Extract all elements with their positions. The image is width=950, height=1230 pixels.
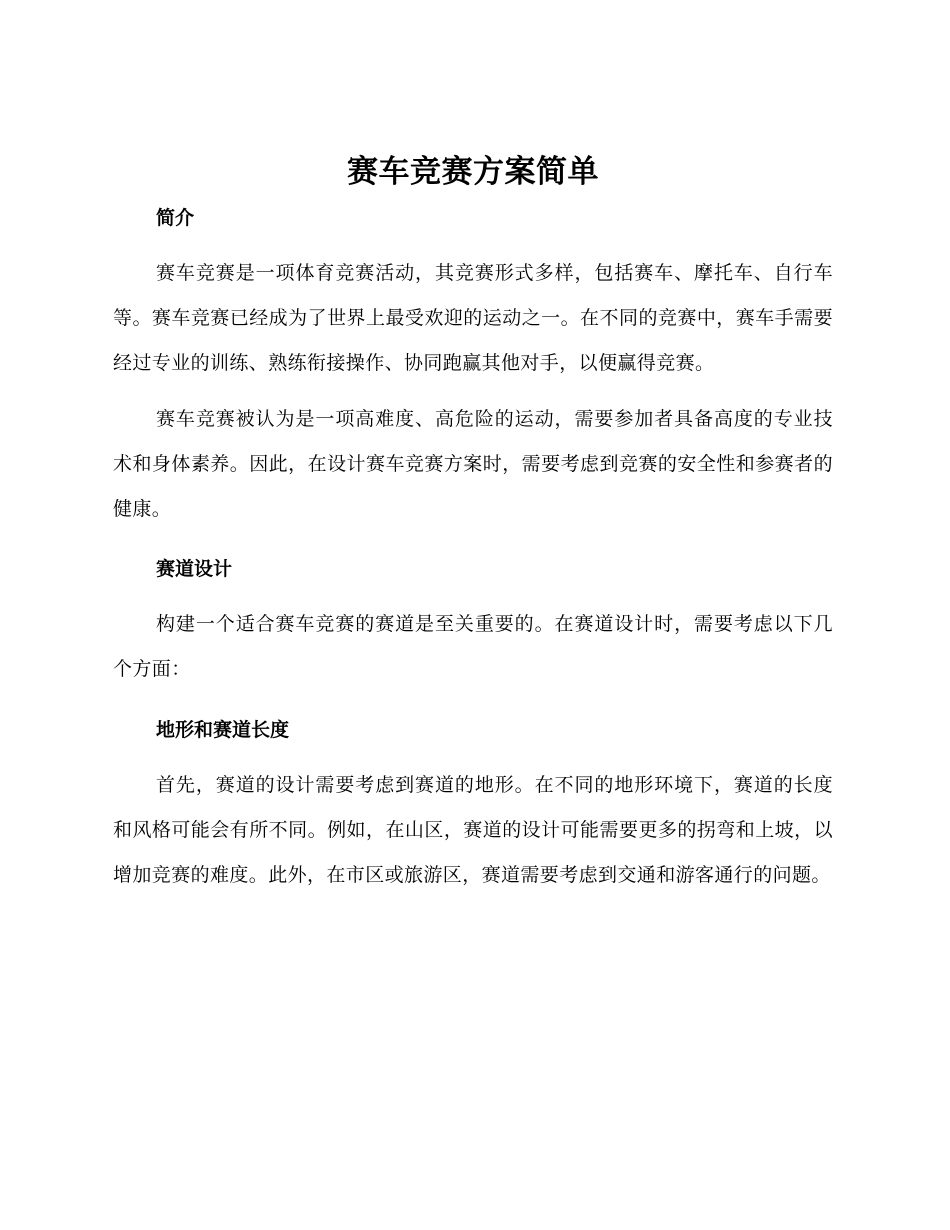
page-title: 赛车竞赛方案简单	[347, 154, 599, 190]
terrain-paragraph: 首先，赛道的设计需要考虑到赛道的地形。在不同的地形环境下，赛道的长度和风格可能会有所不同。例如，在山区，赛道的设计可能需要更多的拐弯和上坡，以增加竞赛的难度。此外，在市区或旅游区，赛道需要考虑到交通和游客通行的问题。	[113, 774, 833, 886]
intro-paragraph-1: 赛车竞赛是一项体育竞赛活动，其竞赛形式多样，包括赛车、摩托车、自行车等。赛车竞赛已经成为了世界上最受欢迎的运动之一。在不同的竞赛中，赛车手需要经过专业的训练、熟练衔接操作、协同跑赢其他对手，以便赢得竞赛。	[113, 262, 833, 374]
track-design-paragraph: 构建一个适合赛车竞赛的赛道是至关重要的。在赛道设计时，需要考虑以下几个方面：	[113, 613, 833, 680]
section-heading-track-design: 赛道设计	[156, 558, 233, 580]
section-heading-intro: 简介	[156, 207, 195, 229]
document-body	[113, 150, 833, 898]
section-heading-terrain-length: 地形和赛道长度	[156, 719, 290, 741]
intro-paragraph-2: 赛车竞赛被认为是一项高难度、高危险的运动，需要参加者具备高度的专业技术和身体素养。因此，在设计赛车竞赛方案时，需要考虑到竞赛的安全性和参赛者的健康。	[113, 408, 833, 520]
